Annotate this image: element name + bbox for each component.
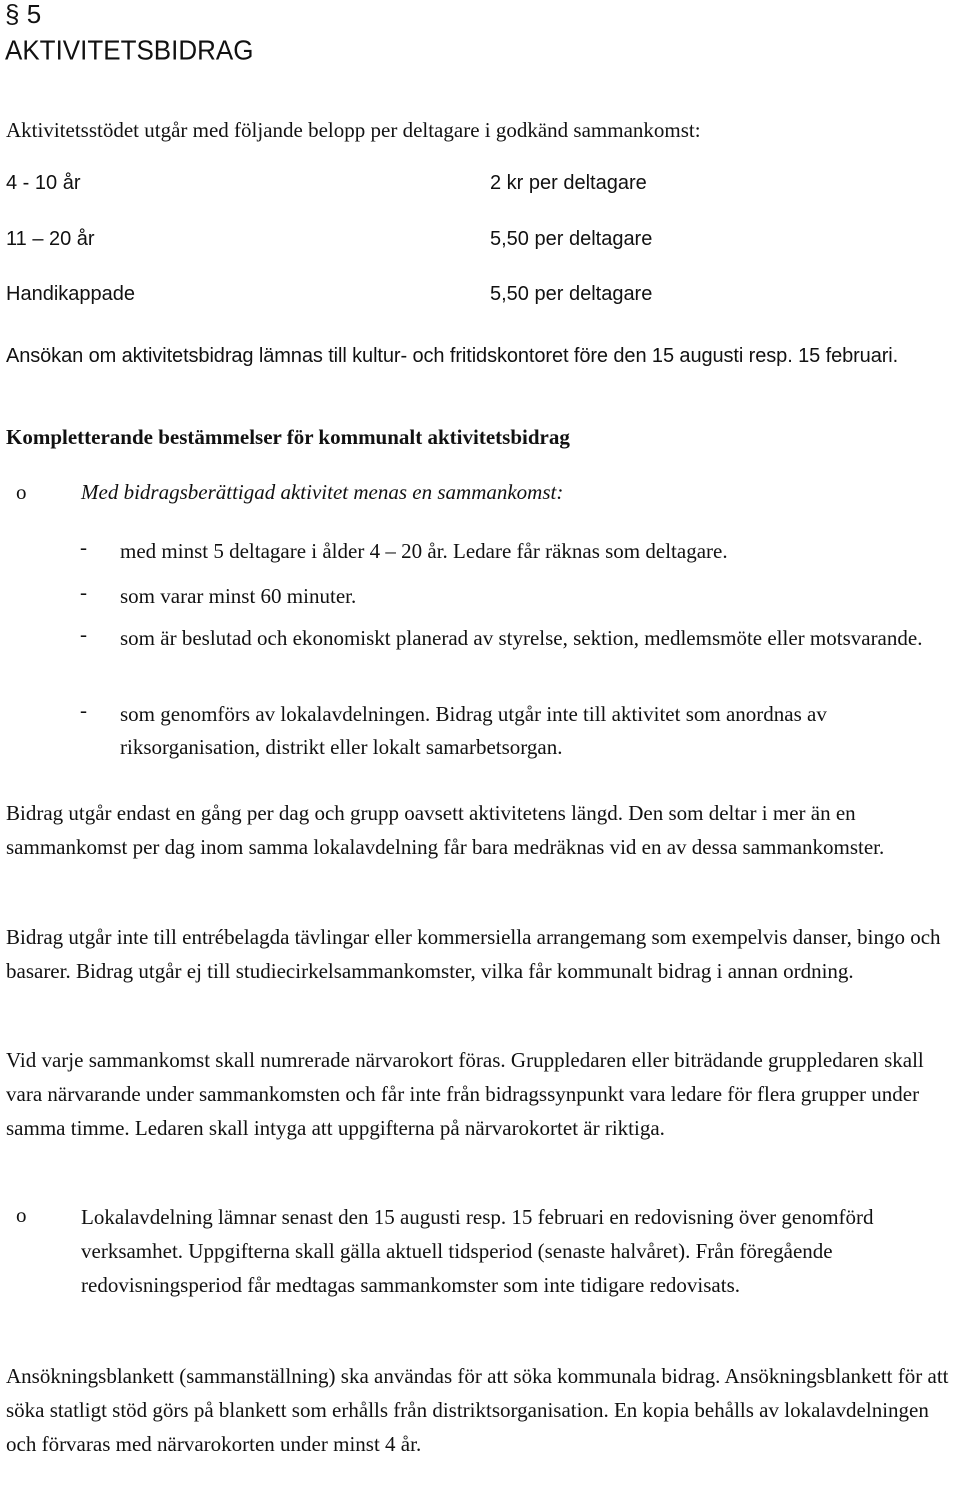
rate-amount: 2 kr per deltagare [490, 172, 647, 194]
rate-group: 4 - 10 år [6, 172, 81, 194]
intro-text: Aktivitetsstödet utgår med följande belopp per deltagare i godkänd sammankomst: [6, 118, 701, 142]
closing-paragraph: Ansökningsblankett (sammanställning) ska användas för att söka kommunala bidrag. Ansökningsblankett för att söka statligt stöd görs på blankett som erhålls från distriktsorganisation. En kopia behålls av lokalavdelningen och förvaras med närvarokorten under minst 4 år. [6, 1364, 949, 1456]
list-item: med minst 5 deltagare i ålder 4 – 20 år. Ledare får räknas som deltagare. [120, 539, 728, 563]
rate-group: 11 – 20 år [6, 228, 95, 250]
rate-group: Handikappade [6, 283, 135, 305]
supplementary-heading: Kompletterande bestämmelser för kommunalt aktivitetsbidrag [6, 425, 570, 449]
rate-amount: 5,50 per deltagare [490, 283, 653, 305]
list-item: som varar minst 60 minuter. [120, 584, 357, 608]
section-symbol: § [5, 0, 20, 29]
dash-marker: - [80, 698, 87, 722]
bullet-marker: o [16, 1203, 27, 1227]
rate-amount: 5,50 per deltagare [490, 228, 653, 250]
dash-marker: - [80, 622, 87, 646]
dash-marker: - [80, 535, 87, 559]
section-number-value: 5 [26, 0, 42, 29]
section-title: AKTIVITETSBIDRAG [5, 34, 254, 66]
paragraph: Vid varje sammankomst skall numrerade närvarokort föras. Gruppledaren eller biträdande gruppledaren skall vara närvarande under sammankomsten och får inte från bidragssynpunkt vara ledare för flera grupper under samma timme. Ledaren skall intyga att uppgifterna på närvarokortet är riktiga. [6, 1048, 924, 1140]
paragraph: Bidrag utgår inte till entrébelagda tävlingar eller kommersiella arrangemang som exempelvis danser, bingo och basarer. Bidrag utgår ej till studiecirkelsammankomster, vilka får kommunalt bidrag i annan ordning. [6, 925, 941, 983]
paragraph: Bidrag utgår endast en gång per dag och grupp oavsett aktivitetens längd. Den som deltar i mer än en sammankomst per dag inom samma lokalavdelning får bara medräknas vid en av dessa sammankomster. [6, 801, 885, 859]
section-number [5, 0, 41, 30]
reporting-text: Lokalavdelning lämnar senast den 15 augusti resp. 15 februari en redovisning över genomförd verksamhet. Uppgifterna skall gälla aktuell tidsperiod (senaste halvåret). Från föregående redovisningsperiod får medtagas sammankomster som inte tidigare redovisats. [81, 1205, 874, 1297]
dash-marker: - [80, 580, 87, 604]
application-text: Ansökan om aktivitetsbidrag lämnas till kultur- och fritidskontoret före den 15 augusti resp. 15 februari. [6, 345, 899, 367]
list-item: som genomförs av lokalavdelningen. Bidrag utgår inte till aktivitet som anordnas av riksorganisation, distrikt eller lokalt samarbetsorgan. [120, 702, 827, 759]
definition-text: Med bidragsberättigad aktivitet menas en sammankomst: [81, 480, 564, 504]
list-item: som är beslutad och ekonomiskt planerad av styrelse, sektion, medlemsmöte eller motsvarande. [120, 626, 923, 650]
bullet-marker: o [16, 480, 27, 504]
